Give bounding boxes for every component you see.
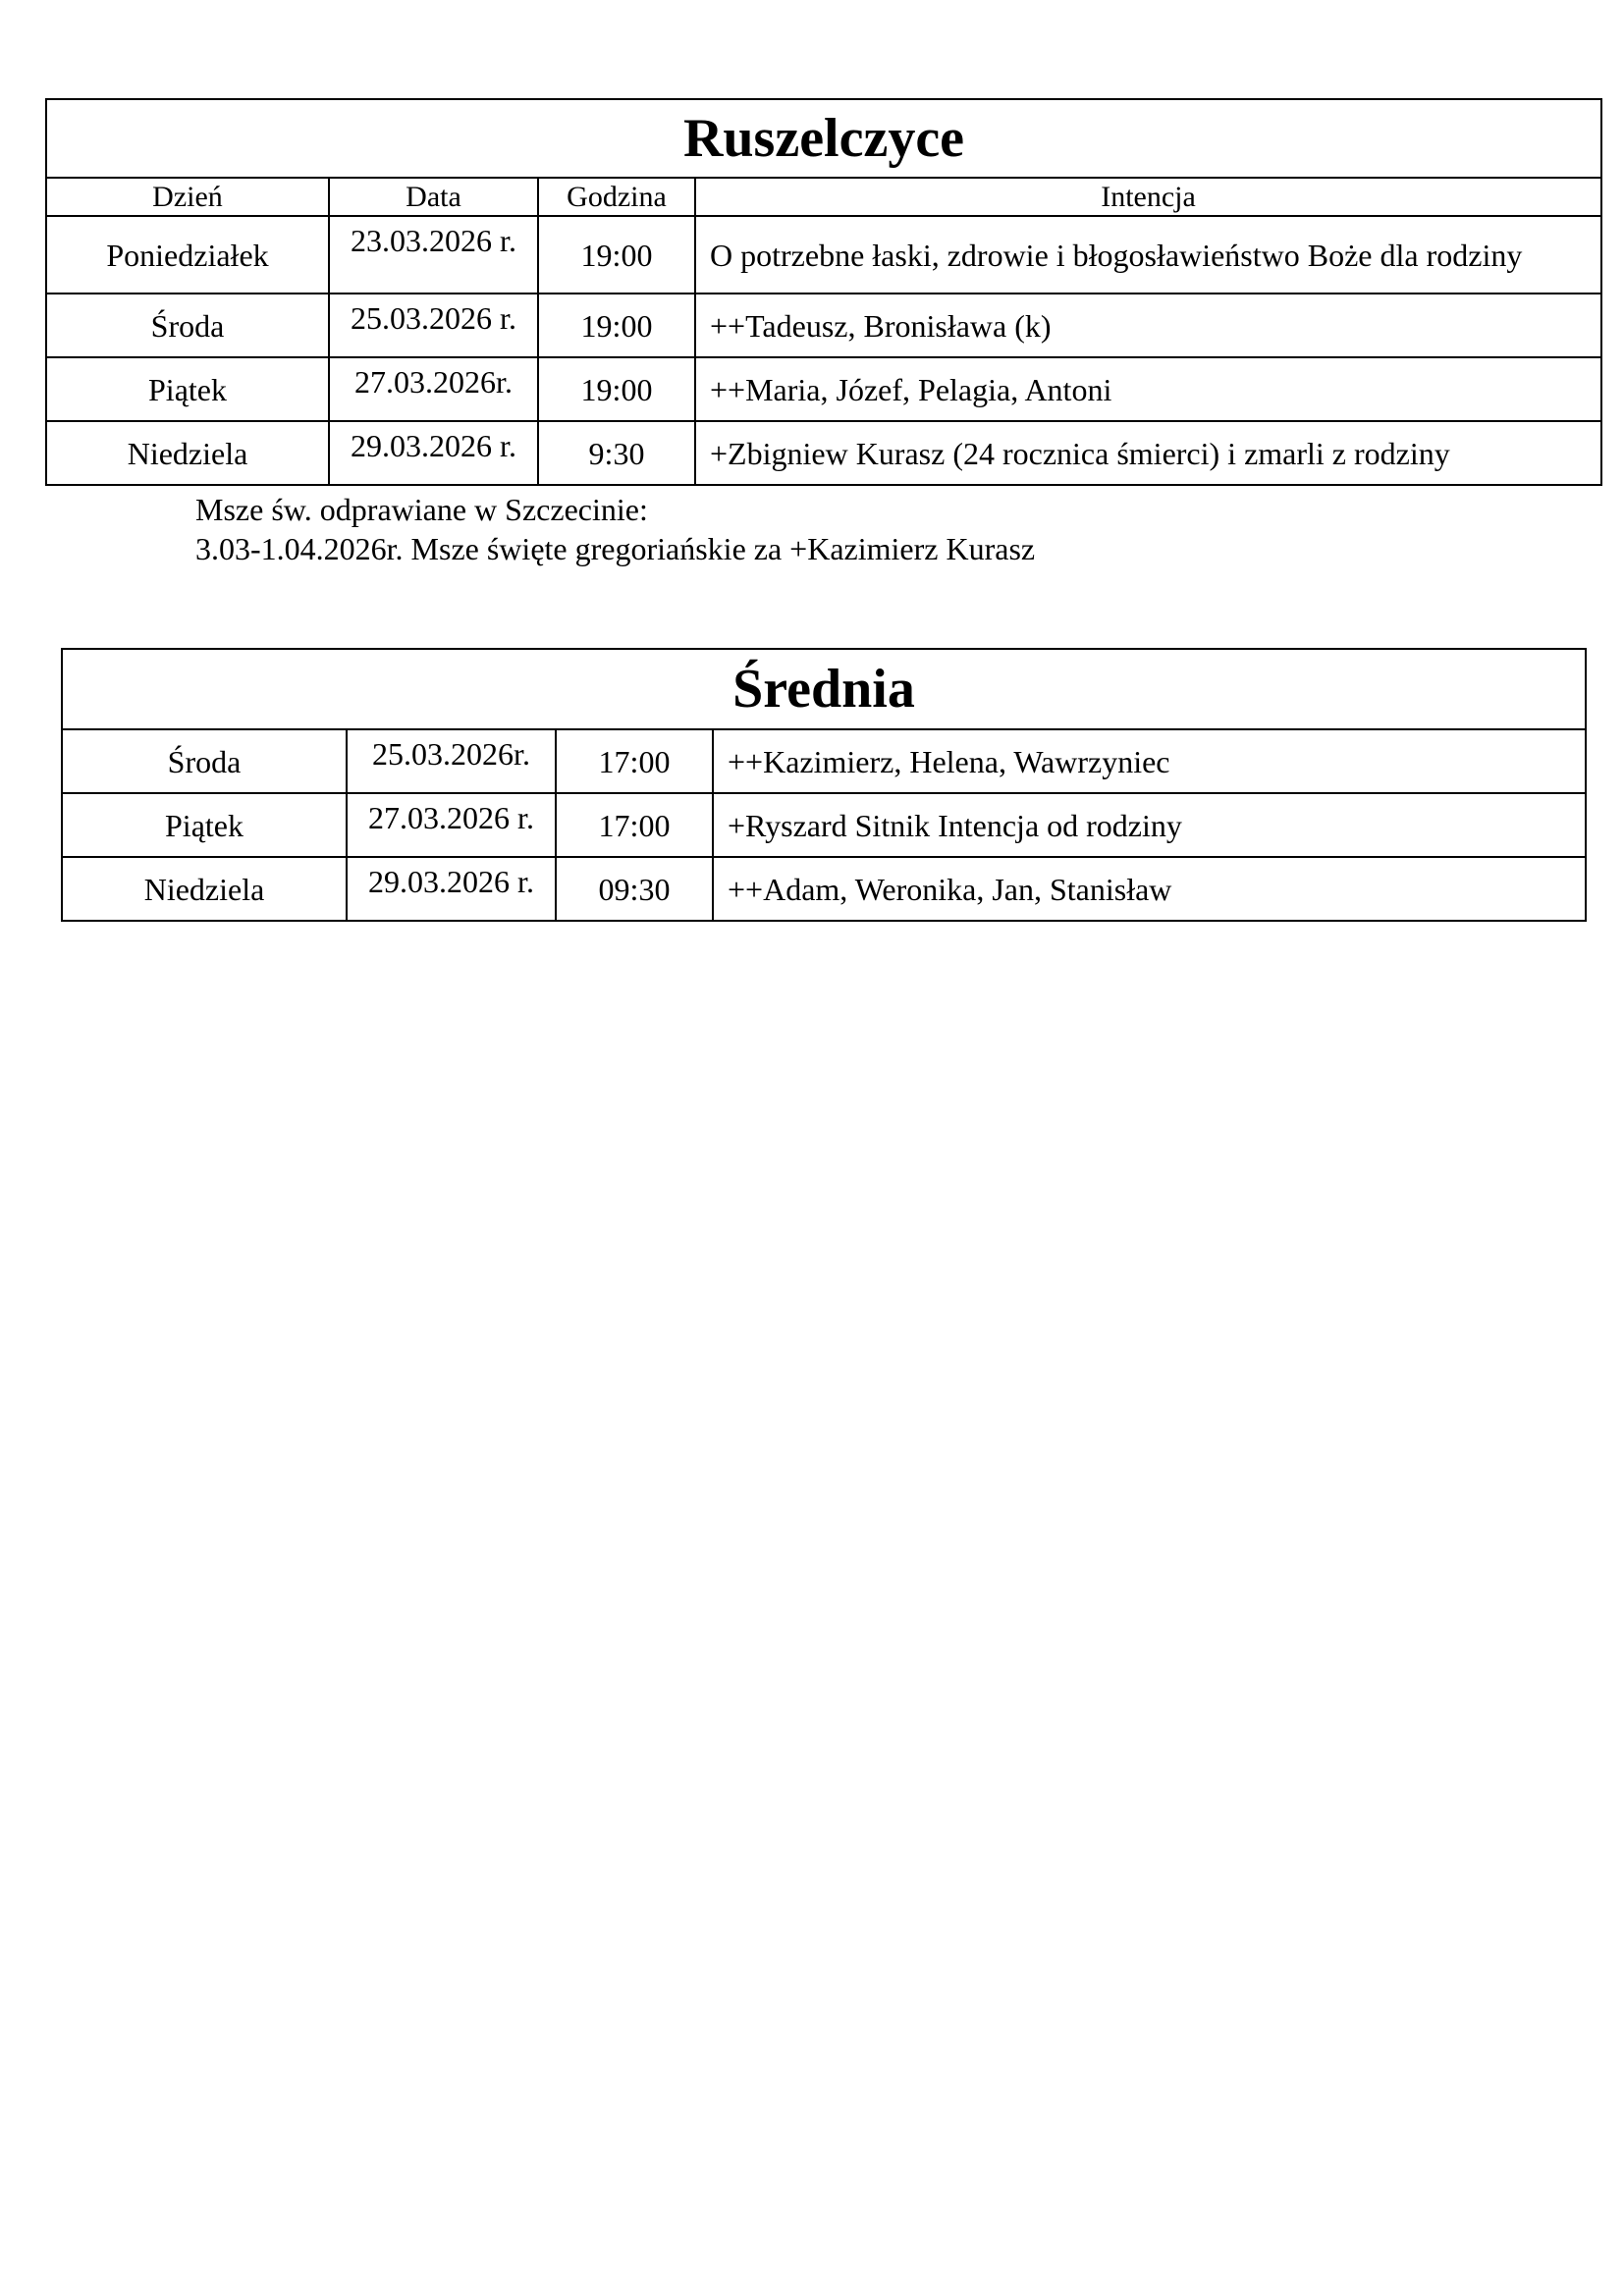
table-title: Ruszelczyce xyxy=(46,99,1601,178)
date-cell: 29.03.2026 r. xyxy=(347,857,556,921)
table-header-row xyxy=(46,178,1601,216)
day-cell: Środa xyxy=(62,729,347,793)
date-cell: 25.03.2026r. xyxy=(347,729,556,793)
day-cell: Niedziela xyxy=(46,421,329,485)
intention-cell: ++Tadeusz, Bronisława (k) xyxy=(695,294,1601,357)
ruszelczyce-table xyxy=(45,98,1602,486)
table-row xyxy=(46,216,1601,294)
day-cell: Poniedziałek xyxy=(46,216,329,294)
table-row xyxy=(46,294,1601,357)
intention-cell: O potrzebne łaski, zdrowie i błogosławieństwo Boże dla rodziny xyxy=(695,216,1601,294)
date-cell: 29.03.2026 r. xyxy=(329,421,538,485)
table-row xyxy=(62,857,1586,921)
time-cell: 19:00 xyxy=(538,294,695,357)
header-time: Godzina xyxy=(538,178,695,216)
time-cell: 9:30 xyxy=(538,421,695,485)
time-cell: 17:00 xyxy=(556,729,713,793)
time-cell: 09:30 xyxy=(556,857,713,921)
header-day: Dzień xyxy=(46,178,329,216)
intention-cell: ++Adam, Weronika, Jan, Stanisław xyxy=(713,857,1586,921)
table-title-row xyxy=(46,99,1601,178)
intention-cell: ++Kazimierz, Helena, Wawrzyniec xyxy=(713,729,1586,793)
note-line-2: 3.03-1.04.2026r. Msze święte gregoriańskie za +Kazimierz Kurasz xyxy=(195,531,1036,566)
note-line-1: Msze św. odprawiane w Szczecinie: xyxy=(195,492,648,527)
date-cell: 25.03.2026 r. xyxy=(329,294,538,357)
table-row xyxy=(46,357,1601,421)
table-row xyxy=(62,793,1586,857)
day-cell: Niedziela xyxy=(62,857,347,921)
srednia-table xyxy=(61,648,1587,922)
intention-cell: +Ryszard Sitnik Intencja od rodziny xyxy=(713,793,1586,857)
time-cell: 17:00 xyxy=(556,793,713,857)
header-date: Data xyxy=(329,178,538,216)
time-cell: 19:00 xyxy=(538,357,695,421)
table-row xyxy=(62,729,1586,793)
table-title-row xyxy=(62,649,1586,729)
table-title: Średnia xyxy=(62,649,1586,729)
day-cell: Piątek xyxy=(46,357,329,421)
day-cell: Piątek xyxy=(62,793,347,857)
time-cell: 19:00 xyxy=(538,216,695,294)
table-row xyxy=(46,421,1601,485)
intention-cell: +Zbigniew Kurasz (24 rocznica śmierci) i zmarli z rodziny xyxy=(695,421,1601,485)
date-cell: 27.03.2026 r. xyxy=(347,793,556,857)
intention-cell: ++Maria, Józef, Pelagia, Antoni xyxy=(695,357,1601,421)
header-intention: Intencja xyxy=(695,178,1601,216)
day-cell: Środa xyxy=(46,294,329,357)
date-cell: 23.03.2026 r. xyxy=(329,216,538,294)
date-cell: 27.03.2026r. xyxy=(329,357,538,421)
